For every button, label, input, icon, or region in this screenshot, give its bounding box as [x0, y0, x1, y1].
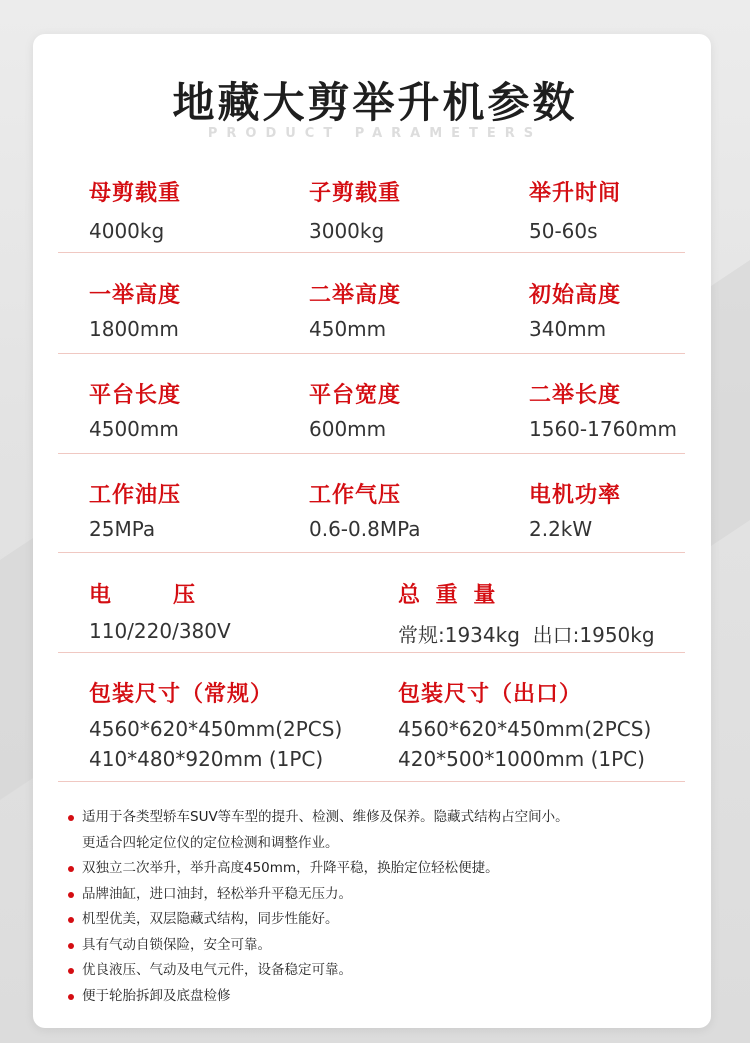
feature-item — [68, 933, 698, 959]
param-child-scissor-load — [309, 176, 401, 243]
param-label: 包装尺寸（出口） — [398, 682, 583, 707]
param-total-weight — [398, 578, 655, 648]
param-value: 4500mm — [89, 417, 179, 441]
feature-list — [68, 805, 698, 1009]
param-value: 常规:1934kg 出口:1950kg — [398, 623, 655, 647]
param-label: 一举高度 — [89, 283, 182, 308]
param-value: 50-60s — [529, 219, 598, 243]
divider — [58, 353, 685, 354]
param-label: 工作气压 — [309, 483, 402, 508]
param-value: 4000kg — [89, 219, 165, 243]
feature-text: 具有气动自锁保险，安全可靠。 — [82, 936, 271, 953]
divider — [58, 252, 685, 253]
bullet-dot-icon — [68, 994, 74, 1000]
feature-item — [68, 805, 698, 831]
param-label: 平台长度 — [89, 383, 182, 408]
divider — [58, 781, 685, 782]
param-platform-length — [89, 378, 181, 441]
param-air-pressure — [309, 478, 421, 541]
param-label: 初始高度 — [529, 283, 622, 308]
param-lift-time — [529, 176, 621, 243]
feature-text: 适用于各类型轿车SUV等车型的提升、检测、维修及保养。隐藏式结构占空间小。 — [82, 809, 569, 825]
param-label: 二举长度 — [529, 383, 622, 408]
param-value: 110/220/380V — [89, 619, 231, 643]
param-value: 2.2kW — [529, 517, 593, 541]
param-motor-power — [529, 478, 621, 541]
feature-text: 双独立二次举升，举升高度450mm，升降平稳，换胎定位轻松便捷。 — [82, 860, 499, 876]
param-platform-width — [309, 378, 401, 441]
feature-text: 便于轮胎拆卸及底盘检修 — [82, 987, 231, 1004]
param-label: 举升时间 — [529, 181, 622, 206]
param-value-line1: 4560*620*450mm(2PCS) — [89, 717, 343, 741]
feature-text: 品牌油缸，进口油封，轻松举升平稳无压力。 — [82, 885, 352, 902]
param-label: 子剪载重 — [309, 181, 402, 206]
param-package-size-export — [398, 677, 651, 774]
param-label: 电 压 — [89, 583, 202, 608]
param-value: 340mm — [529, 317, 607, 341]
param-first-lift-height — [89, 278, 181, 341]
param-label: 二举高度 — [309, 283, 402, 308]
param-value-line2: 420*500*1000mm (1PC) — [398, 747, 645, 771]
feature-item — [68, 984, 698, 1010]
feature-text: 机型优美，双层隐藏式结构，同步性能好。 — [82, 911, 339, 927]
param-value: 25MPa — [89, 517, 156, 541]
feature-item — [68, 958, 698, 984]
param-value: 3000kg — [309, 219, 385, 243]
bullet-dot-icon — [68, 968, 74, 974]
param-initial-height — [529, 278, 621, 341]
bullet-dot-icon — [68, 943, 74, 949]
param-voltage — [89, 578, 231, 643]
bullet-dot-icon — [68, 815, 74, 821]
param-label: 包装尺寸（常规） — [89, 682, 274, 707]
feature-item — [68, 907, 698, 933]
bullet-dot-icon — [68, 917, 74, 923]
param-mother-scissor-load — [89, 176, 181, 243]
param-package-size-standard — [89, 677, 342, 774]
param-oil-pressure — [89, 478, 181, 541]
bullet-dot-icon — [68, 866, 74, 872]
page-title: 地藏大剪举升机参数 — [172, 78, 578, 127]
param-label: 平台宽度 — [309, 383, 402, 408]
feature-item — [68, 882, 698, 908]
param-value: 1560-1760mm — [529, 417, 677, 441]
param-second-lift-height — [309, 278, 401, 341]
param-label: 母剪载重 — [89, 181, 182, 206]
divider — [58, 453, 685, 454]
param-value: 600mm — [309, 417, 387, 441]
feature-item — [68, 856, 698, 882]
divider — [58, 652, 685, 653]
feature-text: 优良液压、气动及电气元件，设备稳定可靠。 — [82, 962, 352, 978]
param-second-lift-length — [529, 378, 677, 441]
param-label: 工作油压 — [89, 483, 182, 508]
param-label: 总 重 量 — [398, 583, 500, 608]
page-subtitle: PRODUCT PARAMETERS — [207, 126, 543, 141]
param-value: 450mm — [309, 317, 387, 341]
param-value-line1: 4560*620*450mm(2PCS) — [398, 717, 652, 741]
param-value: 0.6-0.8MPa — [309, 517, 421, 541]
param-value-line2: 410*480*920mm (1PC) — [89, 747, 324, 771]
divider — [58, 552, 685, 553]
bullet-dot-icon — [68, 892, 74, 898]
feature-item-continuation: 更适合四轮定位仪的定位检测和调整作业。 — [82, 834, 339, 851]
param-value: 1800mm — [89, 317, 179, 341]
param-label: 电机功率 — [529, 483, 622, 508]
